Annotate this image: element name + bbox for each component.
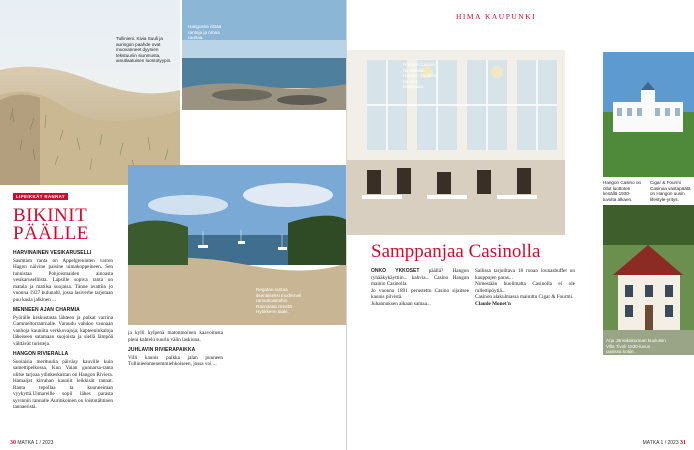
r-col2-p1: Sallissa tarjoiltava 18 ruoan lounasbuffet on kauppojen paras... [475,268,575,281]
casino-interior-photo [347,50,565,235]
casino-exterior-photo [603,52,694,177]
col2-text-b: Villi kaunis paikka jalan puuneen Tullinieenmenemmiehkoiseen, jossa voi ... [128,354,223,367]
right-page [347,0,694,450]
r-col2-brand [475,301,575,308]
sea-caption: Hangossa riittää rantoja ja omaa rauhaa. [188,24,222,41]
right-folio-label: MATKA [642,440,660,446]
casino-exterior-caption: Hangon Casino on ollut luottoten kesällä 1930-luvulta alkaen. [603,180,642,202]
col2-text: ja kylli kylpenä matonmoinen kaavoitusta pieni kahtelu suurin välin laskiuna. [128,330,223,343]
para-heading-2: MENNEEN AJAN CHARMIA [13,307,80,313]
right-page-number: 31 [680,440,686,446]
left-folio-label: MATKA [17,440,34,446]
harbor-photo [128,165,347,325]
harbor-caption: Regatan rantaa itsenäiseksi moderneil rannahoistoihin. Rannassa nimetä Hyökkeen taaki. [256,287,302,315]
cigar-caption: Cigar & Fourmi Casinoa vastapäätä on Hangon uusin lifestyle-yritys. [650,180,691,202]
para-heading-1: HARVINAINEN VESIKARUSELLI [13,250,92,256]
para-heading-3: HANGON RIVIERALLA [13,351,69,357]
dunes-caption: Tullinieni. Kivia Suuli ja auringon paahde ovat muovanneet dyynien tekstuuriin siunmusta, ainutlaatuisen luontotyypin. [116,36,172,64]
r-col1-text1: päällä? Hangon ryhääkykäyttiin... kahvia... Casino Hangon mainio Casinolla. [371,268,469,287]
right-folio-issue: 1 / 2023 [660,440,679,446]
section-title: HIMA KAUPUNKI [456,12,537,21]
left-folio-issue: 1 / 2023 [35,440,54,446]
closing-brand: Claude Monet'n [475,300,511,307]
para-text-1: Sasmtam ranta on Appelgreninten varren Hagon näivine paisine uimakoppeineen. Sen tunnistaa Pohjoismaiden ainoasta vesikaruselliista. Lapsille sopiva ranta on matala ja matilsa suojaisa. Tänne avattiin jo vuonna 1927 bulunahl, jossa lasiverhe tarjotaan puu kasia jalkinen ... [13,257,113,303]
villa-caption: Arja Järvakakunnan kuuluisin Villa Tivoli 1930-luvun uusissa kotiin. [606,338,666,355]
villa-photo [603,205,694,355]
r-col1-p1 [371,268,469,288]
right-headline: Samppanjaa Casinolla [371,241,541,262]
para-text-2: Pyörälle keskustasta lähteen ja paikat varrina Gammeltorranrnalle. Varaudu vahdoo vaunaan vanhoja kauniita verkkovajoja, kapteeninkaloja läheiseen satamaan suojoista ja siellä lämpöä välttävät turisteja. [13,314,113,347]
left-column-2 [128,330,223,435]
sea-photo [182,0,347,110]
right-folio [643,440,686,446]
headline-line-1: BIKINIT [13,205,88,226]
r-col1-p2: Jo vuonna 1891 perustettu Casino sijaitsee kaunis pilvistä. [371,287,469,300]
left-headline [13,207,89,243]
r-col2-p2: Nimestään huolimatta Casinolla ei ole rullettipöytiä... [475,281,575,294]
right-column-1 [371,268,469,433]
left-page-number: 30 [10,440,16,446]
r-col1-lead: ONKO YKKÖSET [371,268,420,274]
dunes-photo [0,0,180,185]
right-column-2 [475,268,575,433]
headline-line-2: PÄÄLLE [13,223,89,244]
col2-heading: JUHLAVIN RIVIERAPAIKKA [128,347,196,353]
section-tag: LIPEIKKÄT RANNAT [13,193,68,200]
interior-caption: Hangon Casino on vallalla Hangon kuuluisa hauska kauppaan. [403,62,438,90]
para-text-3: Suolaisia merituulia päiväsy kauville kuin samettipelkossa, Kun Vaian gunnarsa-ranta ulitse tarjoaa ydinkeskustan on Hangon Riviera. Hamaljat kirrahan kauniit leikkisät rannat. Ranta tepollaa ta kuunneiman vyykyttä.Uimareille sopii lähes parasta syvinnin rannalle Aurinkoinen on loistotähtinen tannaeristä. [13,358,113,410]
r-col2-p3: Casinon alakulmassa mainittu Cigar & Fourmi. [475,294,574,300]
r-col1-p3: Juhannuksen aikaan samaa... [371,300,431,307]
left-column-1 [13,246,113,436]
left-folio [10,440,53,446]
